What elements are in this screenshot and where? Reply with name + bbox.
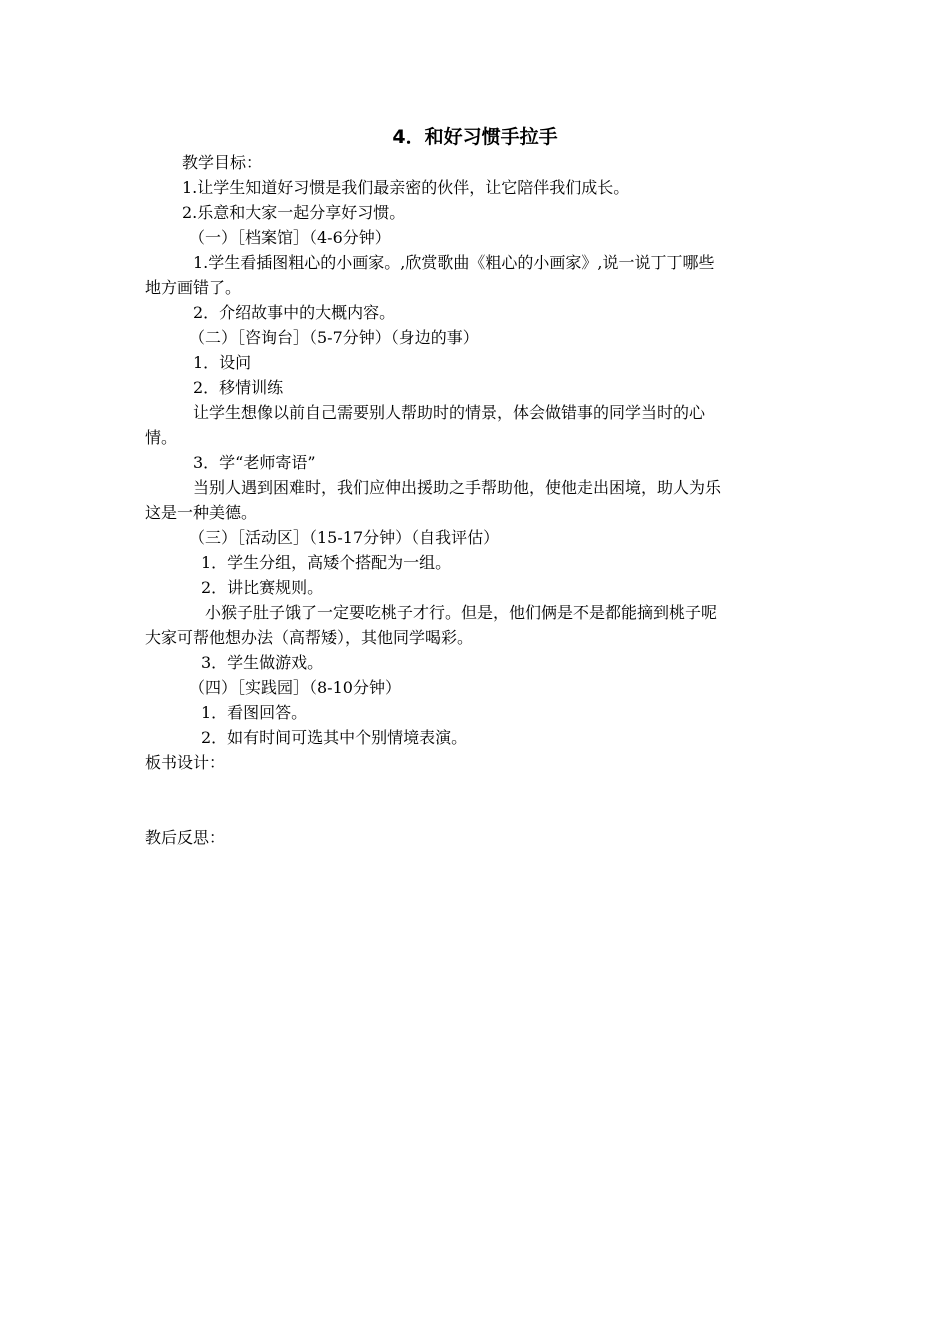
section-1-item-1-cont: 地方画错了。 [145, 278, 242, 297]
section-heading-1: （一）［档案馆］（4-6分钟） [189, 228, 391, 247]
section-heading-3: （三）［活动区］（15-17分钟）（自我评估） [189, 528, 500, 547]
section-2-item-3: 3．学“老师寄语” [193, 453, 316, 472]
section-4-item-2: 2．如有时间可选其中个别情境表演。 [201, 728, 468, 747]
section-heading-4: （四）［实践园］（8-10分钟） [189, 678, 401, 697]
section-2-paragraph-1-cont: 情。 [145, 428, 178, 447]
document-title: 4．和好习惯手拉手 [392, 126, 558, 148]
document-body [145, 150, 810, 850]
section-3-paragraph: 小猴子肚子饿了一定要吃桃子才行。但是，他们俩是不是都能摘到桃子呢 [205, 603, 718, 622]
section-2-paragraph-1: 让学生想像以前自己需要别人帮助时的情景，体会做错事的同学当时的心 [193, 403, 706, 422]
reflection-label: 教后反思： [145, 828, 226, 847]
section-4-item-1: 1．看图回答。 [201, 703, 308, 722]
section-2-item-1: 1．设问 [193, 353, 252, 372]
section-1-item-2: 2．介绍故事中的大概内容。 [193, 303, 396, 322]
section-3-item-2: 2．讲比赛规则。 [201, 578, 324, 597]
teaching-goals-heading: 教学目标： [182, 153, 263, 172]
section-heading-2: （二）［咨询台］（5-7分钟）（身边的事） [189, 328, 479, 347]
section-3-item-1: 1．学生分组，高矮个搭配为一组。 [201, 553, 452, 572]
board-design-label: 板书设计： [145, 753, 226, 772]
spacer [145, 775, 810, 825]
section-1-item-1: 1.学生看插图粗心的小画家。,欣赏歌曲《粗心的小画家》,说一说丁丁哪些 [193, 253, 715, 272]
section-2-paragraph-2: 当别人遇到困难时，我们应伸出援助之手帮助他，使他走出困境，助人为乐 [193, 478, 722, 497]
section-3-paragraph-cont: 大家可帮他想办法（高帮矮），其他同学喝彩。 [145, 628, 474, 647]
section-2-item-2: 2．移情训练 [193, 378, 284, 397]
goal-item-1: 1.让学生知道好习惯是我们最亲密的伙伴，让它陪伴我们成长。 [182, 178, 630, 197]
goal-item-2: 2.乐意和大家一起分享好习惯。 [182, 203, 406, 222]
section-3-item-3: 3．学生做游戏。 [201, 653, 324, 672]
section-2-paragraph-2-cont: 这是一种美德。 [145, 503, 258, 522]
